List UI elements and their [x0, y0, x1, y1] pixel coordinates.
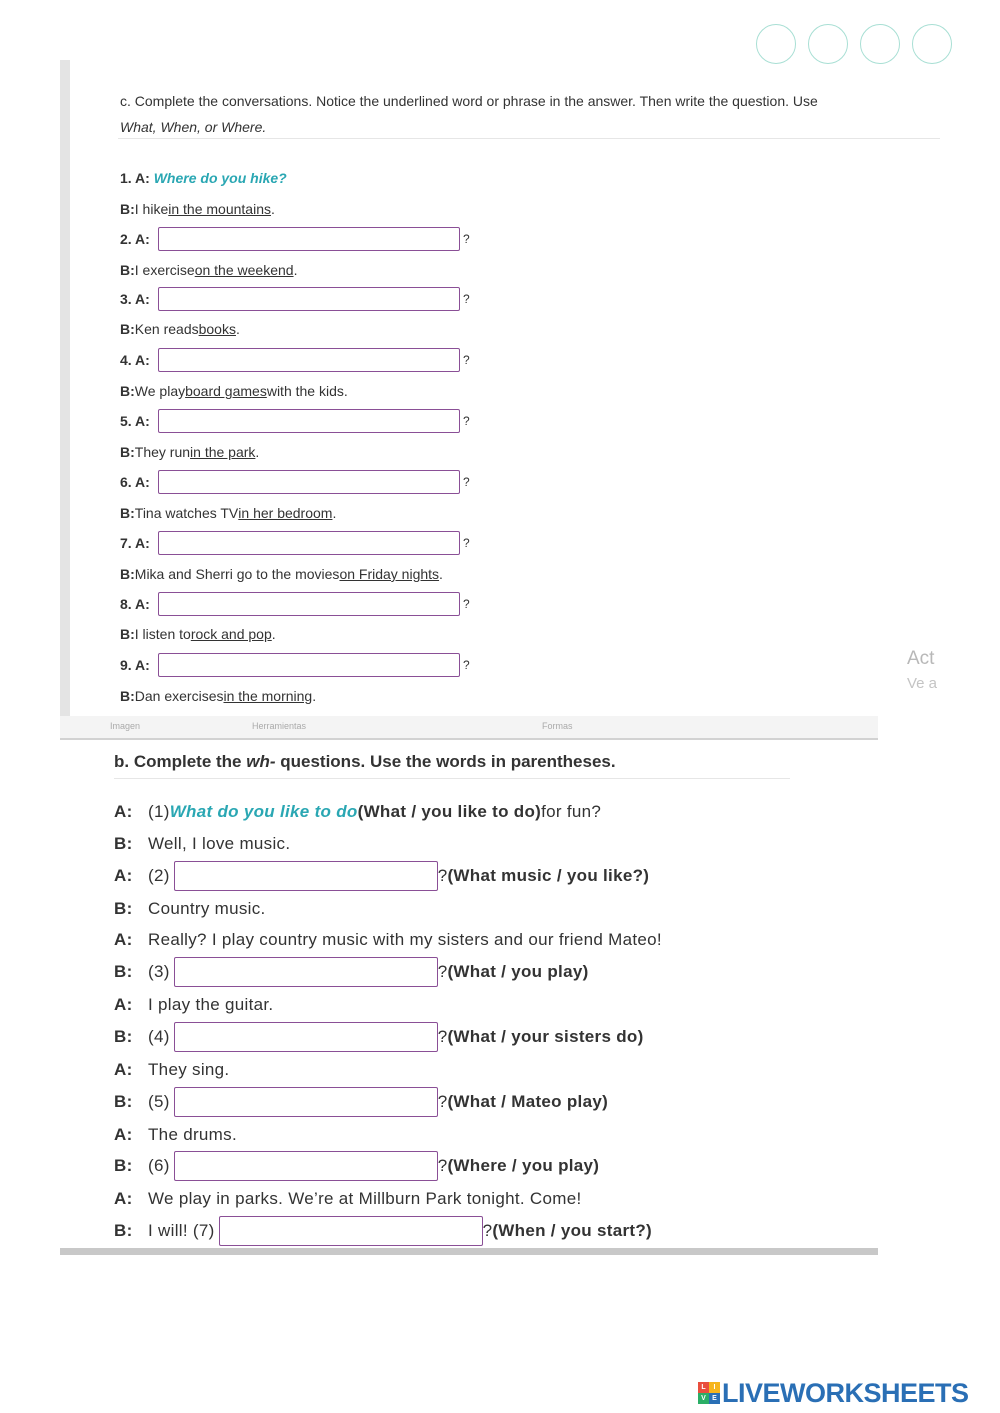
- speaker-label: B:: [114, 1221, 133, 1240]
- speaker-label: B:: [120, 383, 135, 399]
- question-mark: ?: [463, 232, 470, 246]
- speaker-label: A:: [114, 995, 133, 1014]
- answer-text: I exercise: [134, 262, 195, 278]
- underlined-phrase: in her bedroom: [238, 505, 333, 521]
- dialog-line: [114, 1120, 237, 1150]
- line-text: Well, I love music.: [148, 834, 291, 853]
- logo-letter: V: [698, 1393, 709, 1404]
- liveworksheets-logo: [698, 1378, 969, 1408]
- speaker-label: B:: [120, 321, 135, 337]
- answer-row: [120, 621, 276, 647]
- dialog-line: [114, 1087, 608, 1117]
- title-text: b. Complete the: [114, 752, 247, 771]
- underlined-phrase: board games: [185, 383, 267, 399]
- section-c-instructions: [120, 88, 940, 140]
- answer-input-b4[interactable]: [174, 1022, 438, 1052]
- answer-text-end: .: [332, 505, 337, 521]
- band-label: Formas: [542, 721, 573, 731]
- speaker-label: A:: [114, 930, 133, 949]
- item-number: 3. A:: [120, 291, 150, 307]
- logo-letter: I: [709, 1382, 720, 1393]
- circle-icon: [912, 24, 952, 64]
- line-text: Country music.: [148, 899, 266, 918]
- hint: (What music / you like?): [447, 866, 650, 885]
- underlined-phrase: in the mountains: [168, 201, 271, 217]
- answer-text: Dan exercises: [134, 688, 224, 704]
- item-number: 2. A:: [120, 231, 150, 247]
- item-number: 9. A:: [120, 657, 150, 673]
- section-separator: [60, 738, 878, 740]
- speaker-label: B:: [114, 834, 133, 853]
- line-text: I play the guitar.: [148, 995, 274, 1014]
- dialog-line: [114, 1055, 229, 1085]
- item-number: 1. A:: [120, 170, 150, 186]
- item-number: (5): [148, 1092, 170, 1111]
- question-row: [120, 469, 470, 495]
- question-row: [120, 530, 470, 556]
- dialog-line: [114, 990, 273, 1020]
- answer-text-end: .: [255, 444, 260, 460]
- dialog-line: [114, 861, 649, 891]
- hint: (What / Mateo play): [447, 1092, 609, 1111]
- dialog-line: [114, 1216, 652, 1246]
- left-scroll-bar: [60, 60, 70, 716]
- question-row: [120, 591, 470, 617]
- question-mark: ?: [463, 475, 470, 489]
- item-number: (4): [148, 1027, 170, 1046]
- item-number: (3): [148, 962, 170, 981]
- question-mark: ?: [482, 1221, 493, 1240]
- title-text-end: questions. Use the words in parentheses.: [275, 752, 616, 771]
- item-number: 7. A:: [120, 535, 150, 551]
- speaker-label: B:: [114, 1092, 133, 1111]
- speaker-label: A:: [114, 866, 133, 885]
- hint: (What / you play): [447, 962, 589, 981]
- dialog-line: [114, 925, 662, 955]
- underlined-phrase: on Friday nights: [339, 566, 440, 582]
- question-mark: ?: [463, 658, 470, 672]
- answer-input-c9[interactable]: [158, 653, 460, 677]
- answer-input-b7[interactable]: [219, 1216, 483, 1246]
- dialog-line: [114, 829, 290, 859]
- line-text: Really? I play country music with my sisters and our friend Mateo!: [148, 930, 662, 949]
- answer-text-end: .: [439, 566, 443, 582]
- question-mark: ?: [463, 536, 470, 550]
- dialog-line: [114, 957, 589, 987]
- band-label: Imagen: [110, 721, 141, 731]
- logo-letter: L: [698, 1382, 709, 1393]
- logo-letter: E: [709, 1393, 720, 1404]
- speaker-label: B:: [120, 626, 135, 642]
- question-row: [120, 652, 470, 678]
- watermark-text: Ve a: [907, 675, 938, 692]
- toolbar-remnant: [60, 716, 878, 738]
- answer-row: [120, 439, 259, 465]
- speaker-label: B:: [120, 201, 135, 217]
- line-text: We play in parks. We’re at Millburn Park tonight. Come!: [148, 1189, 582, 1208]
- speaker-label: B:: [114, 1156, 133, 1175]
- answer-input-c3[interactable]: [158, 287, 460, 311]
- item-number: (2): [148, 866, 170, 885]
- underlined-phrase: in the park: [190, 444, 256, 460]
- answer-text: Mika and Sherri go to the movies: [134, 566, 340, 582]
- answer-input-b3[interactable]: [174, 957, 438, 987]
- line-text: The drums.: [148, 1125, 237, 1144]
- question-mark: ?: [437, 962, 448, 981]
- band-label: Herramientas: [252, 721, 307, 731]
- instruction-line-2: What, When, or Where.: [120, 119, 267, 135]
- dialog-line: [114, 894, 266, 924]
- example-answer-row: [120, 196, 275, 222]
- answer-row: [120, 378, 348, 404]
- answer-input-c4[interactable]: [158, 348, 460, 372]
- speaker-label: B:: [120, 688, 135, 704]
- speaker-label: B:: [114, 1027, 133, 1046]
- line-text-end: for fun?: [541, 802, 602, 821]
- example-answer: What do you like to do: [169, 802, 358, 821]
- question-mark: ?: [437, 1027, 448, 1046]
- underlined-phrase: in the morning: [223, 688, 313, 704]
- answer-input-b5[interactable]: [174, 1087, 438, 1117]
- hint: (What / your sisters do): [447, 1027, 644, 1046]
- answer-input-b6[interactable]: [174, 1151, 438, 1181]
- answer-row: [120, 561, 443, 587]
- answer-text: They run: [134, 444, 191, 460]
- item-number: 4. A:: [120, 352, 150, 368]
- dialog-line: [114, 1022, 644, 1052]
- question-mark: ?: [463, 414, 470, 428]
- item-number: 8. A:: [120, 596, 150, 612]
- logo-text: LIVEWORKSHEETS: [722, 1377, 969, 1408]
- answer-text: Ken reads: [134, 321, 199, 337]
- example-answer: Where do you hike?: [153, 170, 287, 186]
- item-number: (6): [148, 1156, 170, 1175]
- dialog-line: [114, 1184, 581, 1214]
- question-mark: ?: [463, 292, 470, 306]
- speaker-label: B:: [120, 566, 135, 582]
- underlined-phrase: rock and pop: [190, 626, 272, 642]
- answer-row: [120, 683, 316, 709]
- question-row: [120, 226, 470, 252]
- speaker-label: A:: [114, 1125, 133, 1144]
- answer-input-c6[interactable]: [158, 470, 460, 494]
- answer-row: [120, 500, 336, 526]
- circle-icon: [860, 24, 900, 64]
- answer-text-end: .: [293, 262, 298, 278]
- answer-input-b2[interactable]: [174, 861, 438, 891]
- item-number: 6. A:: [120, 474, 150, 490]
- question-mark: ?: [437, 1156, 448, 1175]
- answer-input-c2[interactable]: [158, 227, 460, 251]
- answer-text-end: .: [270, 201, 275, 217]
- speaker-label: B:: [114, 962, 133, 981]
- logo-icon: [698, 1382, 720, 1404]
- question-row: [120, 286, 470, 312]
- answer-input-c5[interactable]: [158, 409, 460, 433]
- answer-text: We play: [134, 383, 186, 399]
- hint: (When / you start?): [492, 1221, 652, 1240]
- title-emphasis: wh-: [246, 752, 276, 771]
- question-mark: ?: [463, 353, 470, 367]
- line-text: They sing.: [148, 1060, 230, 1079]
- bottom-scroll-bar: [60, 1248, 878, 1255]
- divider: [114, 778, 790, 779]
- instruction-line-1: c. Complete the conversations. Notice the underlined word or phrase in the answer. Then write the question. Use: [120, 93, 818, 109]
- example-question-row: [120, 165, 287, 191]
- speaker-label: A:: [114, 802, 133, 821]
- question-mark: ?: [463, 597, 470, 611]
- hint: (Where / you play): [447, 1156, 600, 1175]
- answer-text-end: .: [235, 321, 240, 337]
- answer-text: I listen to: [134, 626, 191, 642]
- question-mark: ?: [437, 1092, 448, 1111]
- divider: [118, 138, 940, 139]
- speaker-label: A:: [114, 1060, 133, 1079]
- circle-icon: [808, 24, 848, 64]
- answer-text-end: with the kids.: [266, 383, 348, 399]
- answer-text-end: .: [312, 688, 317, 704]
- item-number: 5. A:: [120, 413, 150, 429]
- section-b-title: [114, 752, 616, 772]
- speaker-label: A:: [114, 1189, 133, 1208]
- question-row: [120, 347, 470, 373]
- answer-input-c7[interactable]: [158, 531, 460, 555]
- item-number: I will! (7): [148, 1221, 215, 1240]
- circle-icon: [756, 24, 796, 64]
- underlined-phrase: on the weekend: [194, 262, 294, 278]
- speaker-label: B:: [120, 444, 135, 460]
- answer-row: [120, 316, 240, 342]
- speaker-label: B:: [120, 505, 135, 521]
- watermark-text: Act: [907, 648, 935, 669]
- answer-text-end: .: [271, 626, 276, 642]
- answer-row: [120, 257, 297, 283]
- question-row: [120, 408, 470, 434]
- answer-text: Tina watches TV: [134, 505, 239, 521]
- dialog-line: [114, 1151, 599, 1181]
- dialog-line: [114, 797, 601, 827]
- speaker-label: B:: [114, 899, 133, 918]
- question-mark: ?: [437, 866, 448, 885]
- speaker-label: B:: [120, 262, 135, 278]
- item-number: (1): [148, 802, 170, 821]
- answer-text: I hike: [134, 201, 169, 217]
- underlined-phrase: books: [198, 321, 236, 337]
- answer-input-c8[interactable]: [158, 592, 460, 616]
- hint: (What / you like to do): [357, 802, 542, 821]
